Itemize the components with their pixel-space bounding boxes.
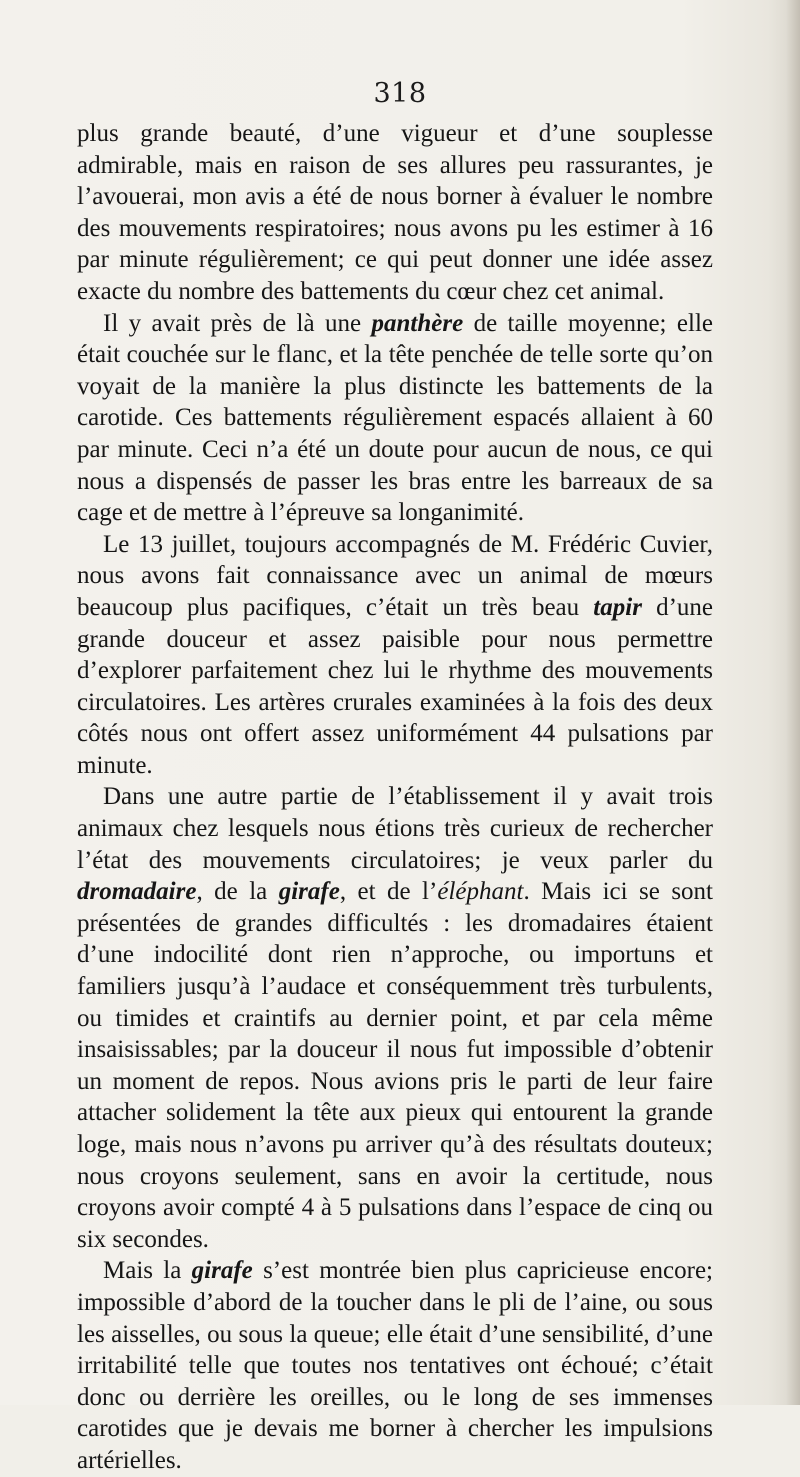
italic-term: éléphant bbox=[437, 878, 524, 906]
text-run: , de la bbox=[196, 878, 279, 906]
text-run: Le 13 juillet, toujours accompagnés de M. Frédéric Cuvier, nous avons fait connaissance avec un animal de mœurs beaucoup plus pacifiques, c’était un très beau bbox=[77, 530, 713, 621]
page-edge-shadow bbox=[786, 0, 800, 1405]
paragraph bbox=[77, 118, 713, 308]
emphasized-term: dromadaire bbox=[77, 878, 197, 906]
text-run: d’une grande douceur et assez paisible pour nous permettre d’explorer parfaitement chez lui le rhythme des mouvements circulatoires. Les artères crurales examinées à la fois des deux côtés nous ont offert assez uniformément 44 pulsations par minute. bbox=[77, 593, 714, 779]
paragraph bbox=[77, 308, 713, 529]
paragraph bbox=[77, 1255, 713, 1476]
text-run: . Mais ici se sont présentées de grandes difficultés : les dromadaires étaient d’une indocilité dont rien n’approche, ou importuns et familiers jusqu’à l’audace et conséquemment très turbulents, ou timides et craintifs au dernier point, et par cela même insaisissables; par la douceur il nous fut impossible d’obtenir un moment de repos. Nous avions pris le parti de leur faire attacher solidement la tête aux pieux qui entourent la grande loge, mais nous n’avons pu arriver qu’à des résultats douteux; nous croyons seulement, sans en avoir la certitude, nous croyons avoir compté 4 à 5 pulsations dans l’espace de cinq ou six secondes. bbox=[77, 878, 713, 1253]
emphasized-term: girafe bbox=[278, 878, 340, 906]
text-run: plus grande beauté, d’une vigueur et d’une souplesse admirable, mais en raison de ses allures peu rassurantes, je l’avouerai, mon avis a été de nous borner à évaluer le nombre des mouvements respiratoires; nous avons pu les estimer à 16 par minute régulièrement; ce qui peut donner une idée assez exacte du nombre des battements du cœur chez cet animal. bbox=[77, 120, 713, 305]
page-number: 318 bbox=[373, 78, 427, 109]
text-run: , et de l’ bbox=[339, 878, 438, 906]
paragraph bbox=[77, 781, 713, 1255]
text-run: s’est montrée bien plus capricieuse encore; impossible d’abord de la toucher dans le pli de l’aine, ou sous les aisselles, ou sous la queue; elle était d’une sensibilité, d’une irritabilité telle que toutes nos tentatives ont échoué; c’était donc ou derrière les oreilles, ou le long de ses immenses carotides que je devais me borner à chercher les impulsions artérielles. bbox=[77, 1257, 714, 1474]
text-run: Dans une autre partie de l’établissement il y avait trois animaux chez lesquels nous étions très curieux de rechercher l’état des mouvements circulatoires; je veux parler du bbox=[77, 783, 713, 874]
emphasized-term: tapir bbox=[593, 593, 642, 621]
text-run: Il y avait près de là une bbox=[103, 309, 372, 337]
paragraph bbox=[77, 529, 713, 782]
emphasized-term: panthère bbox=[371, 309, 464, 337]
emphasized-term: girafe bbox=[191, 1257, 253, 1285]
body-text bbox=[77, 118, 713, 1477]
text-run: de taille moyenne; elle était couchée sur le flanc, et la tête penchée de telle sorte qu’on voyait de la manière la plus distincte les battements de la carotide. Ces battements régulièrement espacés allaient à 60 par minute. Ceci n’a été un doute pour aucun de nous, ce qui nous a dispensés de passer les bras entre les barreaux de sa cage et de mettre à l’épreuve sa longanimité. bbox=[77, 309, 713, 527]
text-run: Mais la bbox=[103, 1257, 192, 1285]
